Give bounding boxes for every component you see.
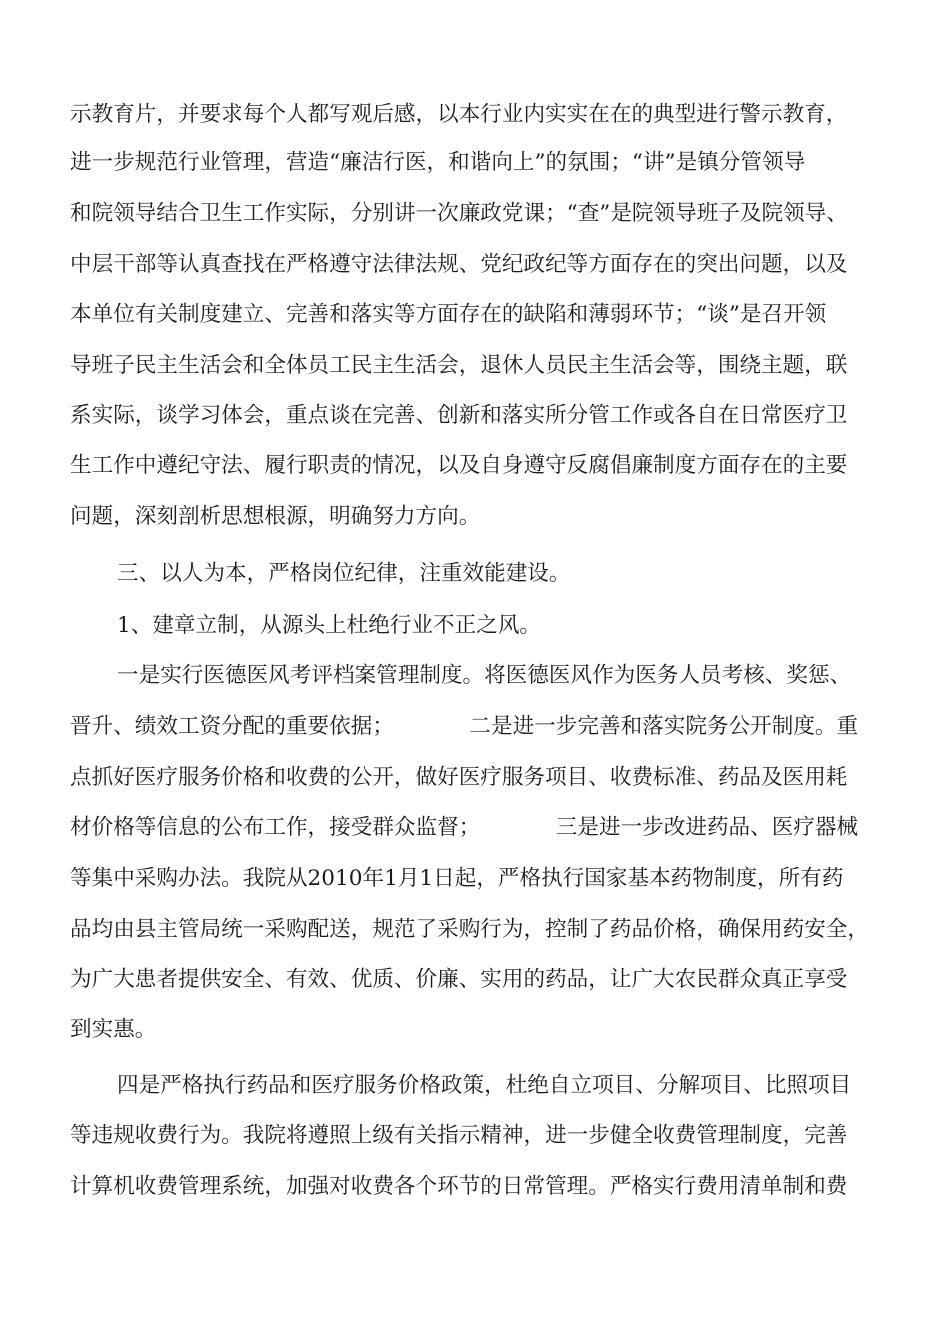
paragraph-line: 计算机收费管理系统，加强对收费各个环节的日常管理。严格实行费用清单制和费 [70, 1174, 848, 1199]
paragraph-line: 材价格等信息的公布工作，接受群众监督； 三是进一步改进药品、医疗器械 [70, 815, 859, 840]
paragraph-line: 点抓好医疗服务价格和收费的公开，做好医疗服务项目、收费标准、药品及医用耗 [70, 765, 848, 790]
paragraph-line: 进一步规范行业管理，营造“廉洁行医，和谐向上”的氛围；“讲”是镇分管领导 [70, 150, 806, 175]
subsection-heading: 1、建章立制，从源头上杜绝行业不正之风。 [117, 613, 542, 638]
paragraph-line: 等违规收费行为。我院将遵照上级有关指示精神，进一步健全收费管理制度，完善 [70, 1123, 848, 1148]
paragraph-line: 晋升、绩效工资分配的重要依据； 二是进一步完善和落实院务公开制度。重 [70, 714, 859, 739]
paragraph-line: 和院领导结合卫生工作实际，分别讲一次廉政党课；“查”是院领导班子及院领导、 [70, 201, 848, 226]
paragraph-line: 示教育片，并要求每个人都写观后感，以本行业内实实在在的典型进行警示教育， [70, 102, 848, 127]
paragraph-line: 到实惠。 [70, 1017, 157, 1042]
paragraph-line: 本单位有关制度建立、完善和落实等方面存在的缺陷和薄弱环节；“谈”是召开领 [70, 302, 827, 327]
section-heading: 三、以人为本，严格岗位纪律，注重效能建设。 [117, 561, 571, 586]
paragraph-line: 四是严格执行药品和医疗服务价格政策，杜绝自立项目、分解项目、比照项目 [117, 1073, 852, 1098]
paragraph-line: 等集中采购办法。我院从2010年1月1日起，严格执行国家基本药物制度，所有药 [70, 866, 844, 891]
paragraph-line: 品均由县主管局统一采购配送，规范了采购行为，控制了药品价格，确保用药安全， [70, 917, 869, 942]
paragraph-line: 系实际，谈学习体会，重点谈在完善、创新和落实所分管工作或各自在日常医疗卫 [70, 403, 848, 428]
paragraph-line: 中层干部等认真查找在严格遵守法律法规、党纪政纪等方面存在的突出问题，以及 [70, 252, 848, 277]
paragraph-line: 为广大患者提供安全、有效、优质、价廉、实用的药品，让广大农民群众真正享受 [70, 967, 848, 992]
paragraph-line: 导班子民主生活会和全体员工民主生活会，退休人员民主生活会等，围绕主题，联 [70, 353, 848, 378]
paragraph-line: 一是实行医德医风考评档案管理制度。将医德医风作为医务人员考核、奖惩、 [117, 663, 852, 688]
paragraph-line: 生工作中遵纪守法、履行职责的情况，以及自身遵守反腐倡廉制度方面存在的主要 [70, 453, 848, 478]
paragraph-line: 问题，深刻剖析思想根源，明确努力方向。 [70, 504, 481, 529]
